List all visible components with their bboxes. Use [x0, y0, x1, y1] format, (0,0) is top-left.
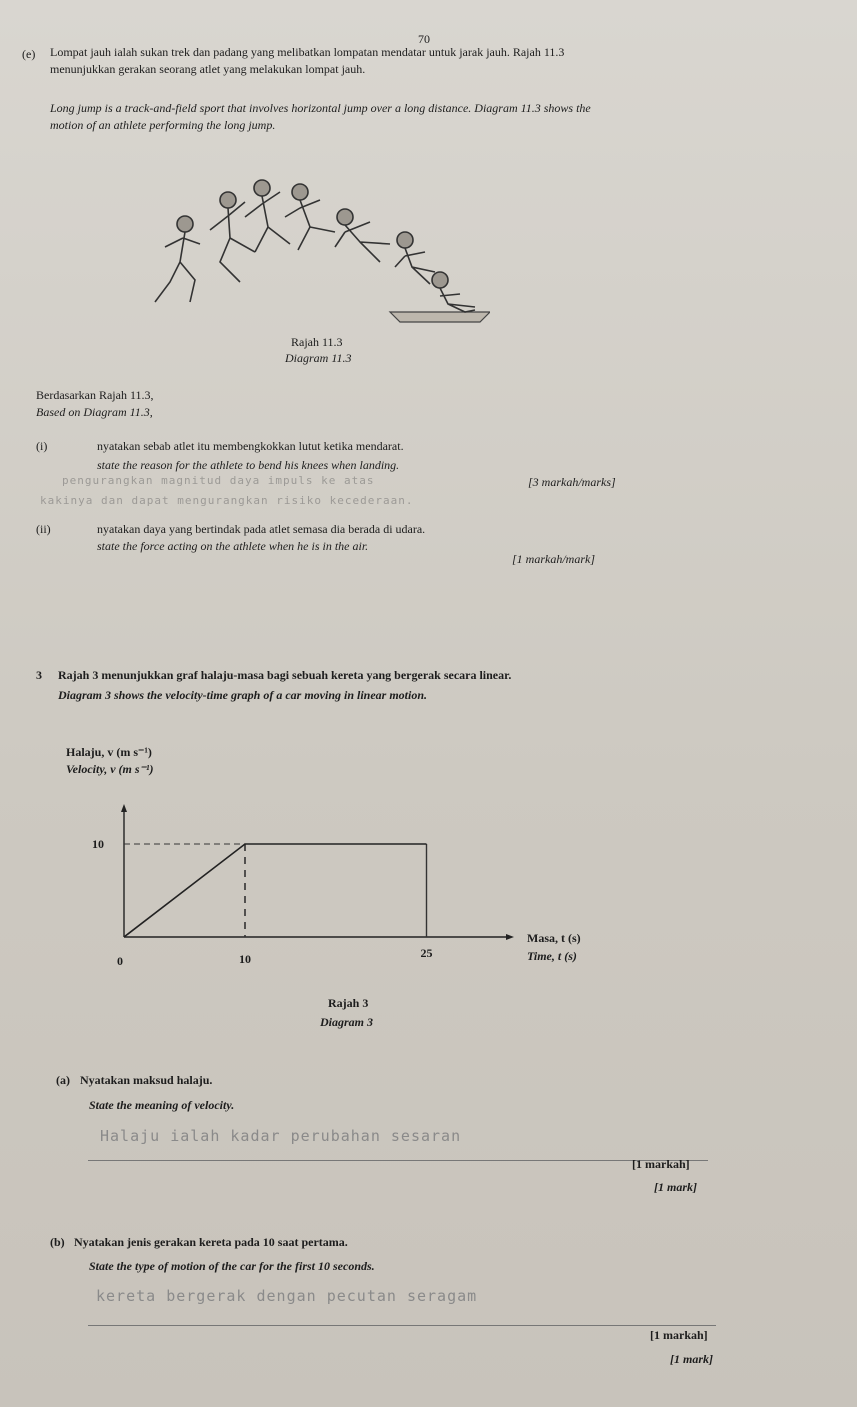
x-tick-label-25: 25 — [420, 946, 433, 960]
question-3-english: Diagram 3 shows the velocity-time graph of a car moving in linear motion. — [58, 688, 428, 702]
y-axis-label-malay: Halaju, v (m s⁻¹) — [66, 745, 152, 759]
q3b-answer-line — [88, 1325, 716, 1326]
q3a-answer-line — [88, 1160, 708, 1161]
y-tick-label-10: 10 — [92, 837, 104, 851]
q-i-marks: [3 markah/marks] — [528, 475, 616, 489]
question-3-number: 3 — [36, 668, 42, 682]
q3b-marks-english: [1 mark] — [670, 1352, 713, 1366]
graph-series-line — [124, 844, 427, 937]
q-i-english: state the reason for the athlete to bend his knees when landing. — [97, 458, 400, 472]
y-axis-arrow-icon — [121, 804, 127, 812]
q3b-label: (b) — [50, 1235, 65, 1249]
graph-axes — [121, 804, 514, 940]
diagram-11-3-label-malay: Rajah 11.3 — [291, 335, 343, 349]
velocity-series-line — [124, 844, 427, 937]
q3a-malay: Nyatakan maksud halaju. — [80, 1073, 213, 1087]
q3a-marks-malay: [1 markah] — [632, 1157, 690, 1171]
based-on-malay: Berdasarkan Rajah 11.3, — [36, 388, 154, 402]
q3b-english: State the type of motion of the car for the first 10 seconds. — [89, 1259, 375, 1273]
question-3-malay: Rajah 3 menunjukkan graf halaju-masa bagi sebuah kereta yang bergerak secara linear. — [58, 668, 512, 682]
x-axis-arrow-icon — [506, 934, 514, 940]
diagram-3-label-malay: Rajah 3 — [328, 996, 369, 1010]
q-ii-label: (ii) — [36, 522, 51, 536]
x-axis-label-malay: Masa, t (s) — [527, 931, 581, 945]
graph-guide-lines — [124, 844, 427, 937]
q-ii-malay: nyatakan daya yang bertindak pada atlet semasa dia berada di udara. — [97, 522, 426, 536]
page-number: 70 — [418, 32, 430, 46]
section-e-malay-text: Lompat jauh ialah sukan trek dan padang yang melibatkan lompatan mendatar untuk jarak jauh. Rajah 11.3 menunjukkan gerakan seorang atlet yang melakukan lompat jauh. — [50, 45, 565, 76]
q-i-malay: nyatakan sebab atlet itu membengkokkan lutut ketika mendarat. — [97, 439, 404, 453]
q-ii-marks: [1 markah/mark] — [512, 552, 595, 566]
x-tick-label-0: 0 — [117, 954, 123, 968]
q-i-answer-line-2: kakinya dan dapat mengurangkan risiko kecederaan. — [40, 494, 414, 507]
q3a-english: State the meaning of velocity. — [89, 1098, 235, 1112]
section-e-label: (e) — [22, 47, 36, 61]
q3b-answer: kereta bergerak dengan pecutan seragam — [96, 1287, 478, 1305]
q3b-malay: Nyatakan jenis gerakan kereta pada 10 saat pertama. — [74, 1235, 348, 1249]
graph-tick-labels — [92, 837, 433, 968]
diagram-3-label-english: Diagram 3 — [320, 1015, 374, 1029]
athlete-sequence-icon — [155, 180, 475, 312]
y-axis-label-english: Velocity, v (m s⁻¹) — [66, 762, 154, 776]
sand-pit-shape — [390, 312, 490, 322]
section-e-english-text: Long jump is a track-and-field sport that involves horizontal jump over a long distance. Diagram 11.3 shows the motion of an athlete performing the long jump. — [50, 101, 591, 132]
q-ii-english: state the force acting on the athlete when he is in the air. — [97, 539, 369, 553]
based-on-english: Based on Diagram 11.3, — [36, 405, 153, 419]
q3a-label: (a) — [56, 1073, 70, 1087]
q-i-answer-line-1: pengurangkan magnitud daya impuls ke atas — [62, 474, 375, 487]
q3b-marks-malay: [1 markah] — [650, 1328, 708, 1342]
q3a-answer: Halaju ialah kadar perubahan sesaran — [100, 1127, 462, 1145]
diagram-11-3-label-english: Diagram 11.3 — [285, 351, 352, 365]
q3a-marks-english: [1 mark] — [654, 1180, 697, 1194]
q-i-label: (i) — [36, 439, 48, 453]
x-tick-label-10: 10 — [239, 952, 251, 966]
x-axis-label-english: Time, t (s) — [527, 949, 577, 963]
long-jump-diagram — [150, 172, 490, 332]
